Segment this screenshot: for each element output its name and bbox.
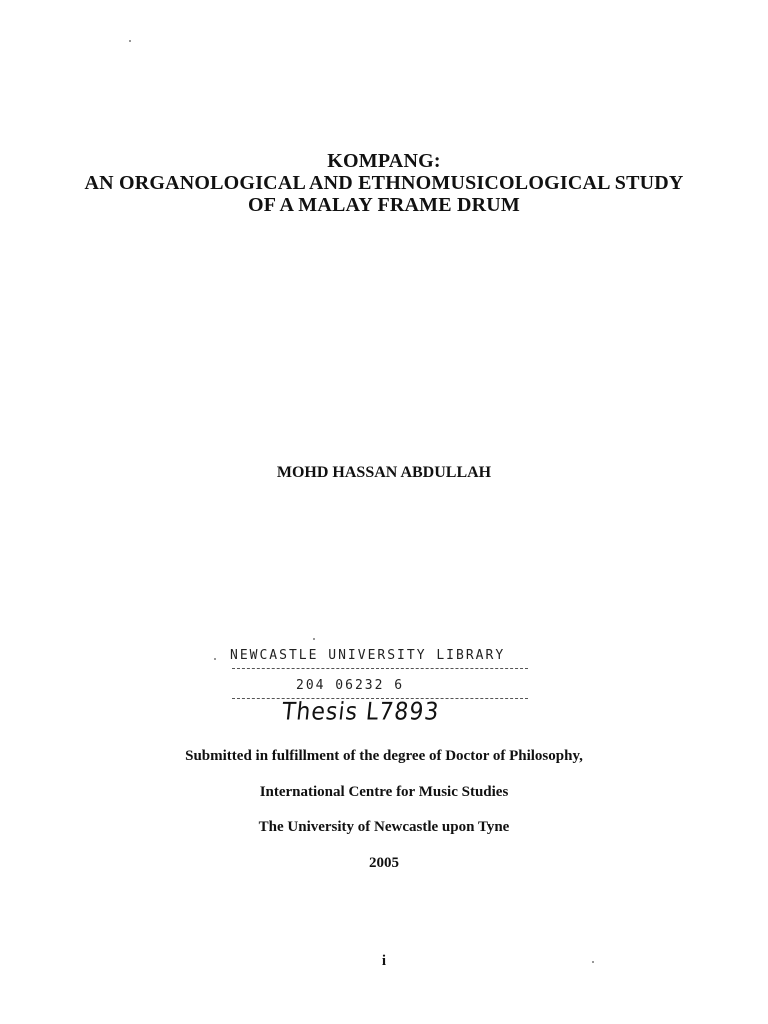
scan-speck [214,658,216,660]
library-name: NEWCASTLE UNIVERSITY LIBRARY [230,648,506,663]
thesis-title-line-3: OF A MALAY FRAME DRUM [248,194,520,216]
page-number: i [381,953,387,969]
stamp-divider [232,668,528,669]
scan-speck [129,40,131,42]
author-name: MOHD HASSAN ABDULLAH [276,464,492,481]
submission-year: 2005 [369,855,399,871]
submission-statement: Submitted in fulfillment of the degree of Doctor of Philosophy, [185,748,583,764]
university-name: The University of Newcastle upon Tyne [258,819,510,835]
handwritten-shelfmark: Thesis L7893 [280,698,441,727]
library-accession-number: 204 06232 6 [296,678,405,693]
scan-speck [313,638,315,640]
department-name: International Centre for Music Studies [259,784,509,800]
thesis-title-line-1: KOMPANG: [327,150,441,172]
thesis-title-line-2: AN ORGANOLOGICAL AND ETHNOMUSICOLOGICAL STUDY [84,172,684,194]
